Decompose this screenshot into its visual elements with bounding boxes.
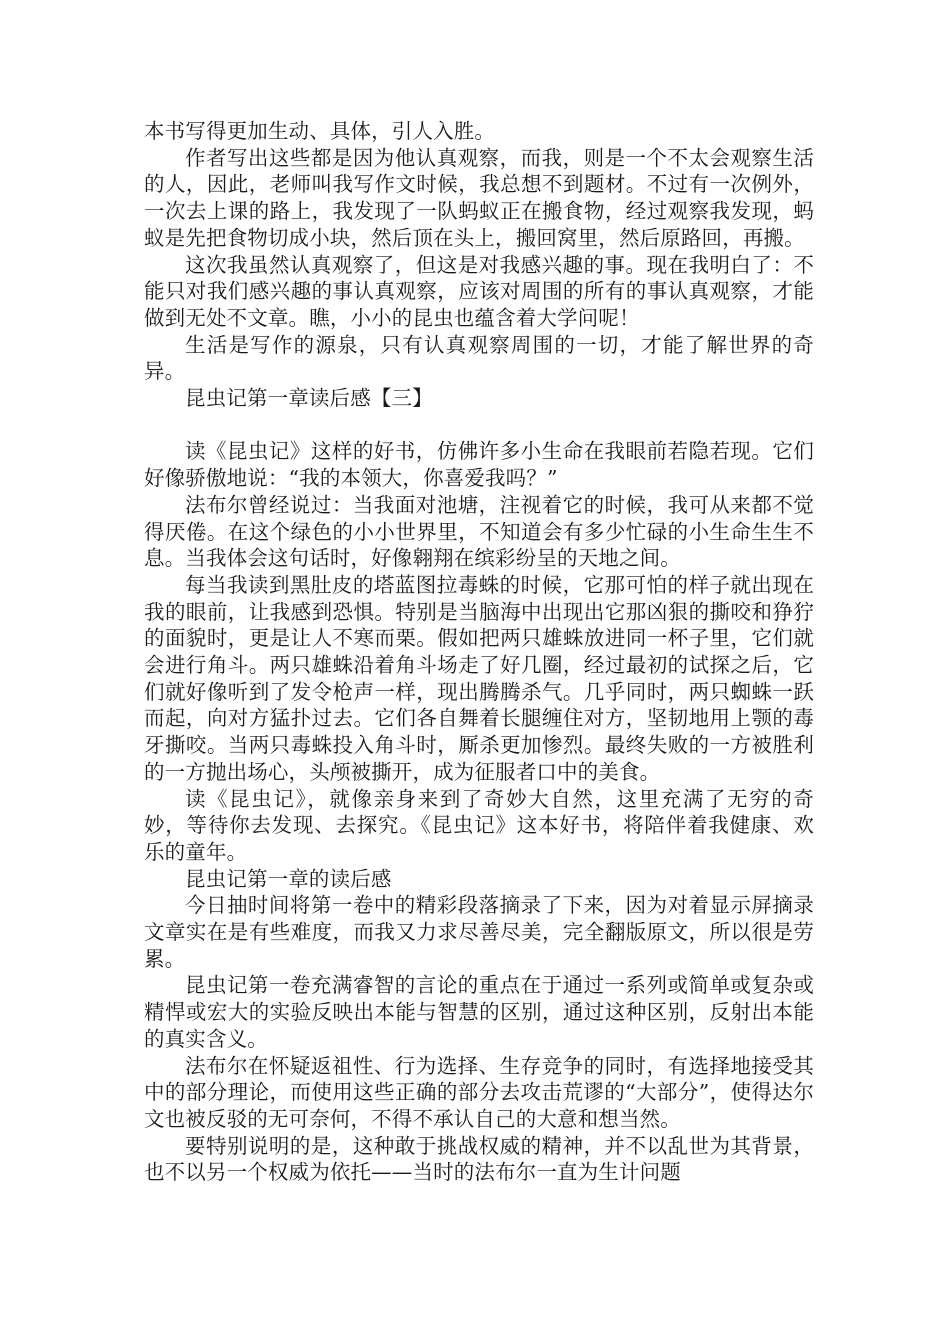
paragraph: 法布尔在怀疑返祖性、行为选择、生存竞争的同时，有选择地接受其中的部分理论，而使用这些正确的部分去攻击荒谬的“大部分”，使得达尔文也被反驳的无可奈何，不得不承认自己的大意和想当然。 (144, 1053, 814, 1131)
blank-line (144, 412, 814, 439)
paragraph: 昆虫记第一卷充满睿智的言论的重点在于通过一系列或简单或复杂或精悍或宏大的实验反映出本能与智慧的区别，通过这种区别，反射出本能的真实含义。 (144, 973, 814, 1051)
paragraph: 每当我读到黑肚皮的塔蓝图拉毒蛛的时候，它那可怕的样子就出现在我的眼前，让我感到恐惧。特别是当脑海中出现出它那凶狠的撕咬和狰狞的面貌时，更是让人不寒而栗。假如把两只雄蛛放进同一杯子里，它们就会进行角斗。两只雄蛛沿着角斗场走了好几圈，经过最初的试探之后，它们就好像听到了发令枪声一样，现出腾腾杀气。几乎同时，两只蜘蛛一跃而起，向对方猛扑过去。它们各自舞着长腿缠住对方，坚韧地用上颚的毒牙撕咬。当两只毒蛛投入角斗时，厮杀更加惨烈。最终失败的一方被胜利的一方抛出场心，头颅被撕开，成为征服者口中的美食。 (144, 572, 814, 784)
paragraph: 读《昆虫记》这样的好书，仿佛许多小生命在我眼前若隐若现。它们好像骄傲地说：“我的本领大，你喜爱我吗？” (144, 439, 814, 491)
paragraph: 法布尔曾经说过：当我面对池塘，注视着它的时候，我可从来都不觉得厌倦。在这个绿色的小小世界里，不知道会有多少忙碌的小生命生生不息。当我体会这句话时，好像翱翔在缤彩纷呈的天地之间。 (144, 492, 814, 571)
paragraph: 要特别说明的是，这种敢于挑战权威的精神，并不以乱世为其背景，也不以另一个权威为依托——当时的法布尔一直为生计问题 (144, 1133, 814, 1185)
section-heading: 昆虫记第一章的读后感 (185, 866, 392, 891)
paragraph: 今日抽时间将第一卷中的精彩段落摘录了下来，因为对着显示屏摘录文章实在是有些难度，而我又力求尽善尽美，完全翻版原文，所以很是劳累。 (144, 893, 814, 971)
paragraph: 这次我虽然认真观察了，但这是对我感兴趣的事。现在我明白了：不能只对我们感兴趣的事认真观察，应该对周围的所有的事认真观察，才能做到无处不文章。瞧，小小的昆虫也蕴含着大学问呢！ (144, 252, 814, 330)
document-body (144, 118, 814, 1186)
paragraph: 生活是写作的源泉，只有认真观察周围的一切，才能了解世界的奇异。 (144, 332, 814, 384)
paragraph: 作者写出这些都是因为他认真观察，而我，则是一个不太会观察生活的人，因此，老师叫我写作文时候，我总想不到题材。不过有一次例外，一次去上课的路上，我发现了一队蚂蚁正在搬食物，经过观察我发现，蚂蚁是先把食物切成小块，然后顶在头上，搬回窝里，然后原路回，再搬。 (144, 145, 814, 250)
paragraph: 本书写得更加生动、具体，引人入胜。 (144, 119, 496, 143)
section-heading: 昆虫记第一章读后感【三】 (185, 386, 433, 411)
paragraph: 读《昆虫记》，就像亲身来到了奇妙大自然，这里充满了无穷的奇妙，等待你去发现、去探究。《昆虫记》这本好书，将陪伴着我健康、欢乐的童年。 (144, 786, 814, 864)
